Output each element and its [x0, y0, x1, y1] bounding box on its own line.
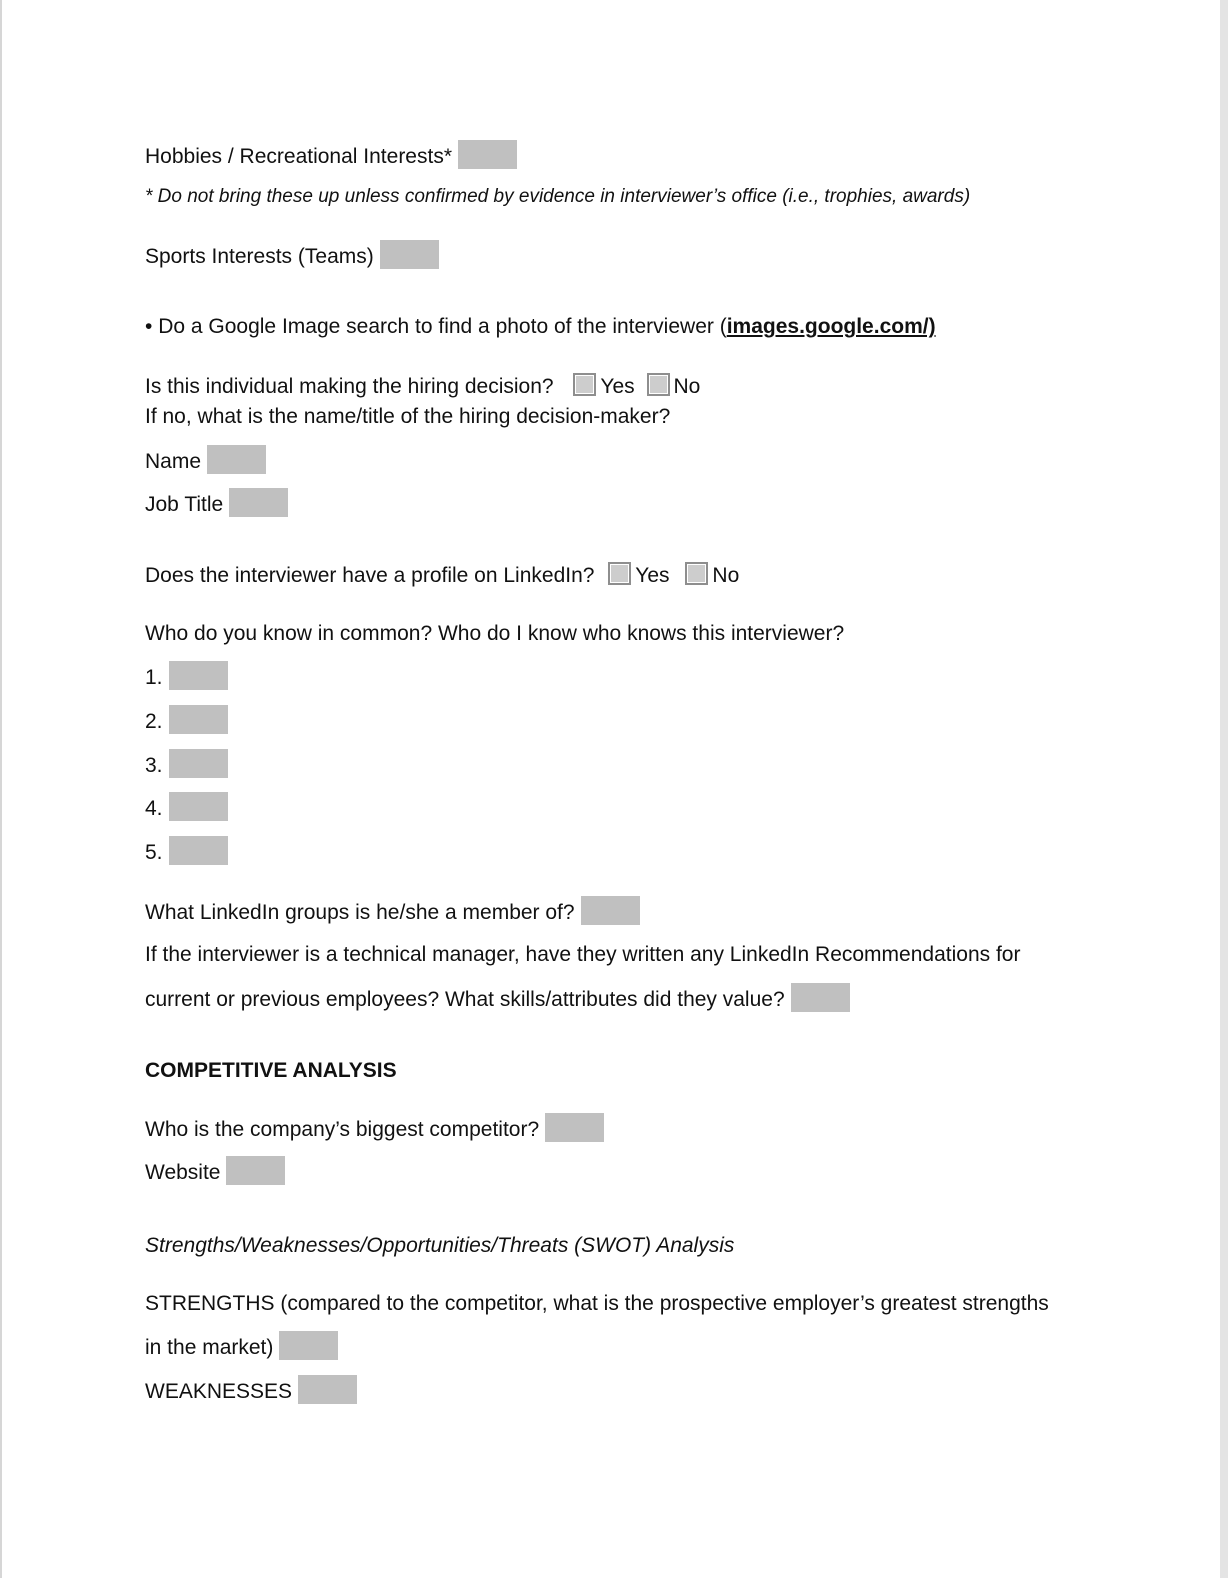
hobbies-note: * Do not bring these up unless confirmed by evidence in interviewer’s office (i.e., trophies, awards) [145, 186, 971, 207]
weaknesses-input[interactable] [298, 1375, 357, 1404]
google-search-row [145, 314, 936, 340]
common-item-number: 3. [145, 754, 163, 778]
hobbies-row [145, 143, 517, 172]
common-item [145, 752, 228, 781]
google-search-text: Do a Google Image search to find a photo of the interviewer ( [158, 315, 727, 338]
recommendations-row [145, 986, 850, 1015]
google-images-link[interactable]: images.google.com/) [726, 315, 936, 338]
common-item [145, 795, 228, 824]
common-item-number: 1. [145, 666, 163, 690]
common-item-input[interactable] [169, 749, 228, 778]
hiring-decision-row [145, 374, 700, 400]
common-item-input[interactable] [169, 792, 228, 821]
hiring-followup: If no, what is the name/title of the hiring decision-maker? [145, 405, 671, 428]
common-item [145, 664, 228, 693]
common-item-input[interactable] [169, 836, 228, 865]
name-row [145, 448, 266, 477]
swot-heading: Strengths/Weaknesses/Opportunities/Threats (SWOT) Analysis [145, 1234, 735, 1257]
sports-label: Sports Interests (Teams) [145, 245, 374, 269]
jobtitle-input[interactable] [229, 488, 288, 517]
hiring-no-label: No [673, 375, 701, 398]
linkedin-no-checkbox[interactable] [685, 562, 708, 585]
weaknesses-label: WEAKNESSES [145, 1380, 293, 1404]
website-label: Website [145, 1161, 221, 1185]
linkedin-yes-checkbox[interactable] [608, 562, 631, 585]
competitor-label: Who is the company’s biggest competitor? [145, 1118, 540, 1142]
linkedin-no-label: No [712, 564, 740, 587]
linkedin-groups-label: What LinkedIn groups is he/she a member of? [145, 901, 575, 925]
common-question: Who do you know in common? Who do I know who knows this interviewer? [145, 622, 845, 645]
linkedin-groups-row [145, 899, 640, 928]
jobtitle-row [145, 491, 288, 520]
common-item-input[interactable] [169, 661, 228, 690]
recommendations-line-2: current or previous employees? What skills/attributes did they value? [145, 988, 785, 1012]
weaknesses-row [145, 1378, 357, 1407]
linkedin-groups-input[interactable] [581, 896, 640, 925]
competitive-analysis-heading: COMPETITIVE ANALYSIS [145, 1059, 397, 1082]
hiring-yes-checkbox[interactable] [573, 373, 596, 396]
common-item-number: 5. [145, 841, 163, 865]
website-input[interactable] [226, 1156, 285, 1185]
hiring-no-checkbox[interactable] [647, 373, 670, 396]
strengths-line-1: STRENGTHS (compared to the competitor, what is the prospective employer’s greatest strengths [145, 1292, 1049, 1315]
competitor-input[interactable] [545, 1113, 604, 1142]
hobbies-input[interactable] [458, 140, 517, 169]
sports-input[interactable] [380, 240, 439, 269]
bullet-icon: • [145, 315, 153, 338]
sports-row [145, 243, 439, 272]
linkedin-profile-row [145, 563, 739, 589]
hobbies-label: Hobbies / Recreational Interests* [145, 145, 452, 169]
strengths-line-2: in the market) [145, 1336, 274, 1360]
name-label: Name [145, 450, 202, 474]
linkedin-yes-label: Yes [635, 564, 670, 587]
strengths-row [145, 1334, 338, 1363]
name-input[interactable] [207, 445, 266, 474]
common-item [145, 839, 228, 868]
website-row [145, 1159, 285, 1188]
common-item-input[interactable] [169, 705, 228, 734]
hiring-yes-label: Yes [600, 375, 635, 398]
linkedin-question: Does the interviewer have a profile on LinkedIn? [145, 564, 595, 587]
hiring-question: Is this individual making the hiring decision? [145, 375, 554, 398]
common-item-number: 2. [145, 710, 163, 734]
recommendations-input[interactable] [791, 983, 850, 1012]
recommendations-line-1: If the interviewer is a technical manager, have they written any LinkedIn Recommendations for [145, 943, 1021, 966]
strengths-input[interactable] [279, 1331, 338, 1360]
common-item [145, 708, 228, 737]
jobtitle-label: Job Title [145, 493, 224, 517]
competitor-row [145, 1116, 604, 1145]
common-item-number: 4. [145, 797, 163, 821]
